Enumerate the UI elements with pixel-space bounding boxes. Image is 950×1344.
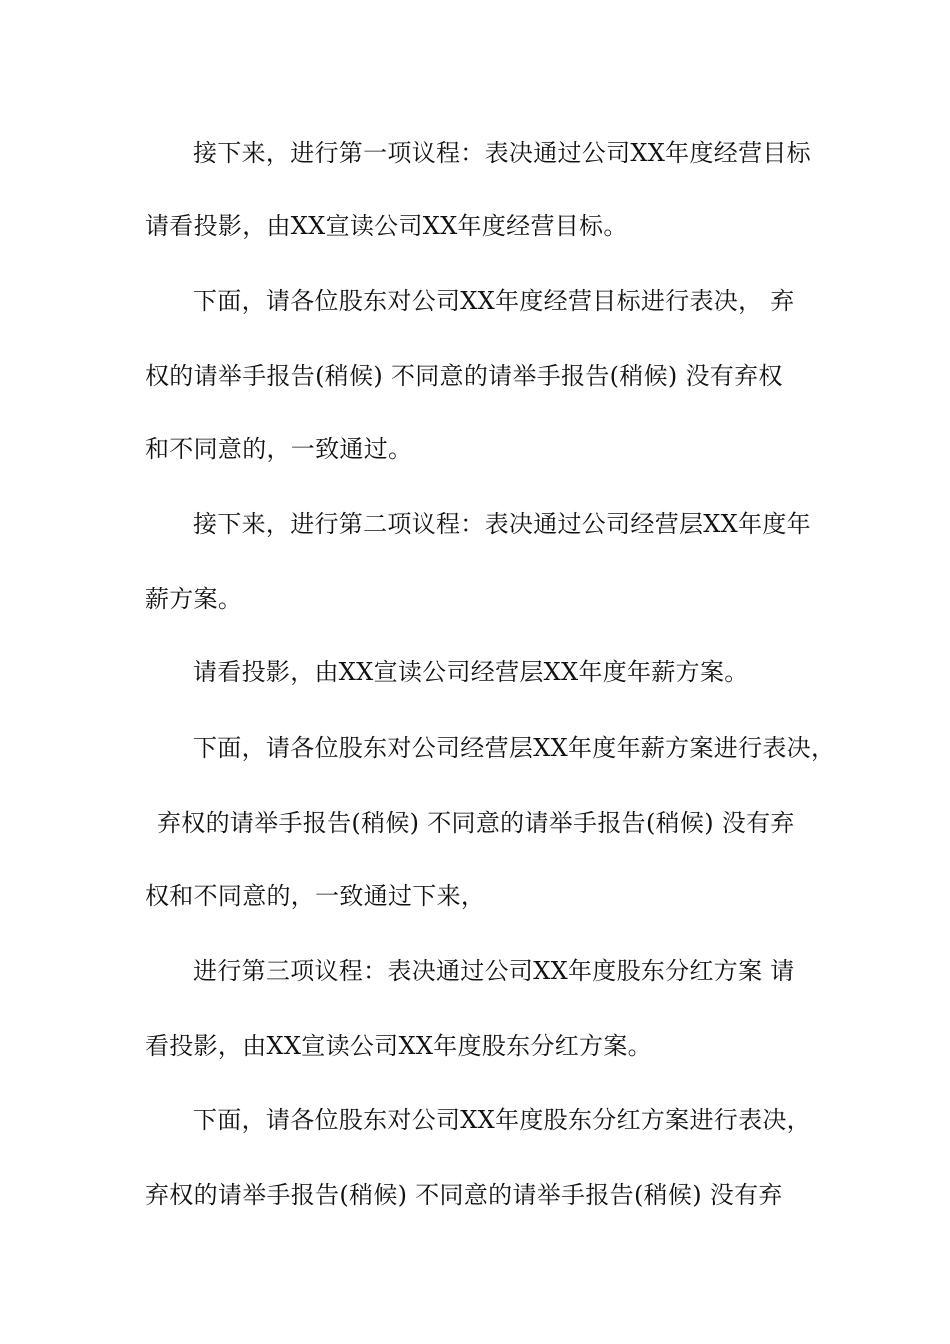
text-line: 请看投影，由XX宣读公司经营层XX年度年薪方案。 (193, 658, 749, 686)
text-line: 权和不同意的，一致通过下来， (145, 882, 486, 910)
text-line: 下面，请各位股东对公司XX年度股东分红方案进行表决， (193, 1106, 811, 1134)
text-line: 权的请举手报告(稍候) 不同意的请举手报告(稍候) 没有弃权 (145, 362, 783, 390)
text-line: 下面，请各位股东对公司XX年度经营目标进行表决， 弃 (193, 287, 795, 315)
text-line: 弃权的请举手报告(稍候) 不同意的请举手报告(稍候) 没有弃 (145, 1181, 783, 1209)
text-line: 看投影，由XX宣读公司XX年度股东分红方案。 (145, 1032, 652, 1060)
text-line: 弃权的请举手报告(稍候) 不同意的请举手报告(稍候) 没有弃 (157, 809, 795, 837)
text-line: 和不同意的，一致通过。 (145, 435, 413, 463)
text-line: 薪方案。 (145, 585, 243, 613)
text-line: 进行第三项议程：表决通过公司XX年度股东分红方案 请 (193, 957, 795, 985)
text-line: 请看投影，由XX宣读公司XX年度经营目标。 (145, 212, 628, 240)
text-line: 下面，请各位股东对公司经营层XX年度年薪方案进行表决， (193, 734, 836, 762)
text-line: 接下来，进行第二项议程：表决通过公司经营层XX年度年 (193, 510, 811, 538)
text-line: 接下来，进行第一项议程：表决通过公司XX年度经营目标 (193, 139, 811, 167)
